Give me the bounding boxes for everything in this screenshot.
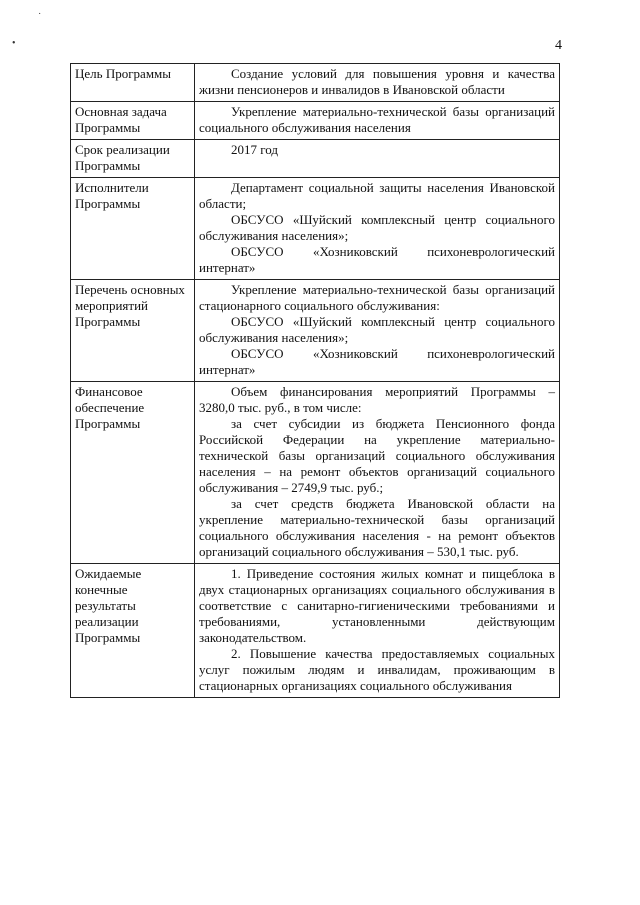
row-label: Цель Программы (71, 64, 195, 102)
row-value (195, 564, 560, 698)
row-value (195, 64, 560, 102)
row-value (195, 102, 560, 140)
row-label: Исполнители Программы (71, 178, 195, 280)
row-label: Финансовое обеспечение Программы (71, 382, 195, 564)
value-paragraph: Объем финансирования мероприятий Программы – 3280,0 тыс. руб., в том числе: (199, 384, 555, 415)
program-passport-table (70, 63, 560, 698)
row-label: Перечень основных мероприятий Программы (71, 280, 195, 382)
row-label: Срок реализации Программы (71, 140, 195, 178)
page-number: 4 (555, 38, 562, 53)
value-paragraph: 2017 год (231, 142, 278, 157)
row-value (195, 382, 560, 564)
table-row-expected-results (71, 564, 560, 698)
value-paragraph: Укрепление материально-технической базы организаций социального обслуживания населения (199, 104, 555, 135)
value-paragraph: Укрепление материально-технической базы организаций стационарного социального обслуживания: (199, 282, 555, 313)
value-paragraph: Департамент социальной защиты населения Ивановской области; (199, 180, 555, 211)
table-row-period (71, 140, 560, 178)
value-paragraph: за счет субсидии из бюджета Пенсионного фонда Российской Федерации на укрепление материально-технической базы организаций социального обслуживания населения – на ремонт объектов организаций социального обслуживания – 2749,9 тыс. руб.; (199, 416, 555, 495)
row-value (195, 140, 560, 178)
value-paragraph: ОБСУСО «Шуйский комплексный центр социального обслуживания населения»; (199, 314, 555, 345)
table-row-goal (71, 64, 560, 102)
row-label: Основная задача Программы (71, 102, 195, 140)
table-row-executors (71, 178, 560, 280)
row-value (195, 280, 560, 382)
value-paragraph: 2. Повышение качества предоставляемых социальных услуг пожилым людям и инвалидам, проживающим в стационарных организациях социального обслуживания (199, 646, 555, 693)
value-paragraph: ОБСУСО «Шуйский комплексный центр социального обслуживания населения»; (199, 212, 555, 243)
value-paragraph: ОБСУСО «Хозниковский психоневрологический интернат» (199, 346, 555, 377)
value-paragraph: за счет средств бюджета Ивановской области на укрепление материально-технической базы организаций социального обслуживания населения - на ремонт объектов организаций социального обслуживания – 530,1 тыс. руб. (199, 496, 555, 559)
row-value (195, 178, 560, 280)
row-label: Ожидаемые конечные результаты реализации Программы (71, 564, 195, 698)
table-row-measures (71, 280, 560, 382)
table-row-main-task (71, 102, 560, 140)
table-row-financing (71, 382, 560, 564)
value-paragraph: Создание условий для повышения уровня и качества жизни пенсионеров и инвалидов в Ивановской области (199, 66, 555, 97)
value-paragraph: ОБСУСО «Хозниковский психоневрологический интернат» (199, 244, 555, 275)
scan-speck: • (12, 38, 16, 49)
scan-speck: ˙ (38, 12, 42, 23)
value-paragraph: 1. Приведение состояния жилых комнат и пищеблока в двух стационарных организациях социального обслуживания в соответствие с санитарно-гигиеническими требованиями и требованиями, установленными действующим законодательством. (199, 566, 555, 645)
